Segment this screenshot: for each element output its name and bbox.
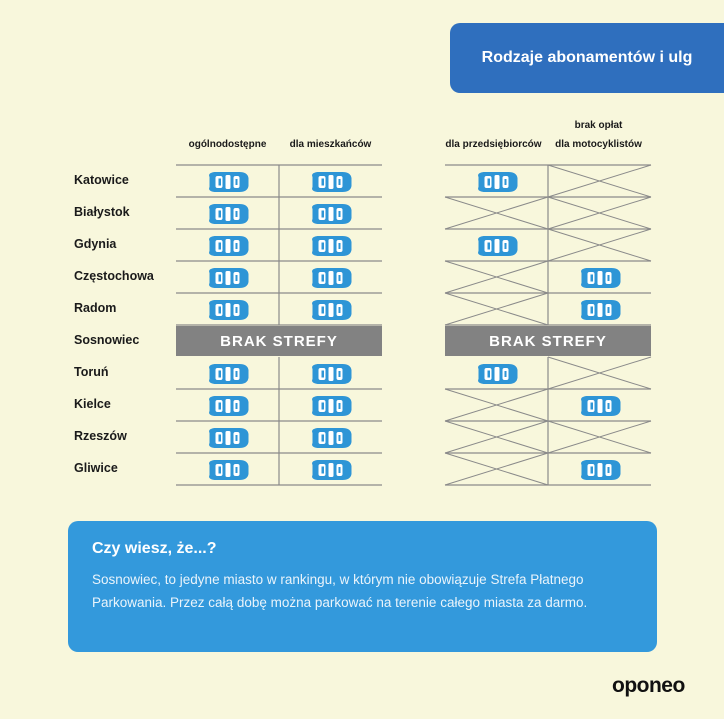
car-icon (209, 268, 248, 288)
city-label: Gdynia (74, 237, 117, 251)
column-header-motorcycles-line2: dla motocyklistów (555, 139, 642, 150)
column-header-residents: dla mieszkańców (289, 139, 372, 150)
no-zone-label: BRAK STREFY (220, 333, 338, 350)
city-label: Kielce (74, 397, 111, 411)
column-header-motorcycles-line1: brak opłat (574, 120, 623, 131)
car-icon (581, 460, 620, 480)
info-box (68, 521, 657, 652)
city-label: Rzeszów (74, 429, 127, 443)
oponeo-logo: oponeo (612, 674, 685, 697)
car-icon (312, 396, 351, 416)
city-label: Katowice (74, 173, 129, 187)
car-icon (312, 460, 351, 480)
car-icon (209, 236, 248, 256)
car-icon (209, 204, 248, 224)
car-icon (209, 172, 248, 192)
car-icon (209, 396, 248, 416)
city-label: Toruń (74, 365, 109, 379)
car-icon (478, 236, 517, 256)
city-label: Częstochowa (74, 269, 154, 283)
car-icon (209, 364, 248, 384)
car-icon (581, 396, 620, 416)
page-title: Rodzaje abonamentów i ulg (481, 49, 693, 66)
car-icon (312, 268, 351, 288)
car-icon (209, 428, 248, 448)
car-icon (312, 236, 351, 256)
car-icon (209, 300, 248, 320)
city-label: Sosnowiec (74, 333, 140, 347)
car-icon (209, 460, 248, 480)
city-label: Gliwice (74, 461, 118, 475)
column-header-business: dla przedsiębiorców (445, 139, 542, 150)
column-header-public: ogólnodostępne (188, 139, 267, 150)
city-label: Białystok (74, 205, 130, 219)
car-icon (312, 364, 351, 384)
no-zone-label: BRAK STREFY (489, 333, 607, 350)
car-icon (581, 268, 620, 288)
car-icon (581, 300, 620, 320)
info-heading: Czy wiesz, że...? (92, 540, 217, 557)
car-icon (478, 172, 517, 192)
city-label: Radom (74, 301, 117, 315)
info-body: Sosnowiec, to jedyne miasto w rankingu, w którym nie obowiązuje Strefa Płatnego Parkowania. Przez całą dobę można parkować na terenie całego miasta za darmo. (92, 572, 588, 610)
car-icon (312, 428, 351, 448)
car-icon (478, 364, 517, 384)
car-icon (312, 300, 351, 320)
car-icon (312, 204, 351, 224)
car-icon (312, 172, 351, 192)
